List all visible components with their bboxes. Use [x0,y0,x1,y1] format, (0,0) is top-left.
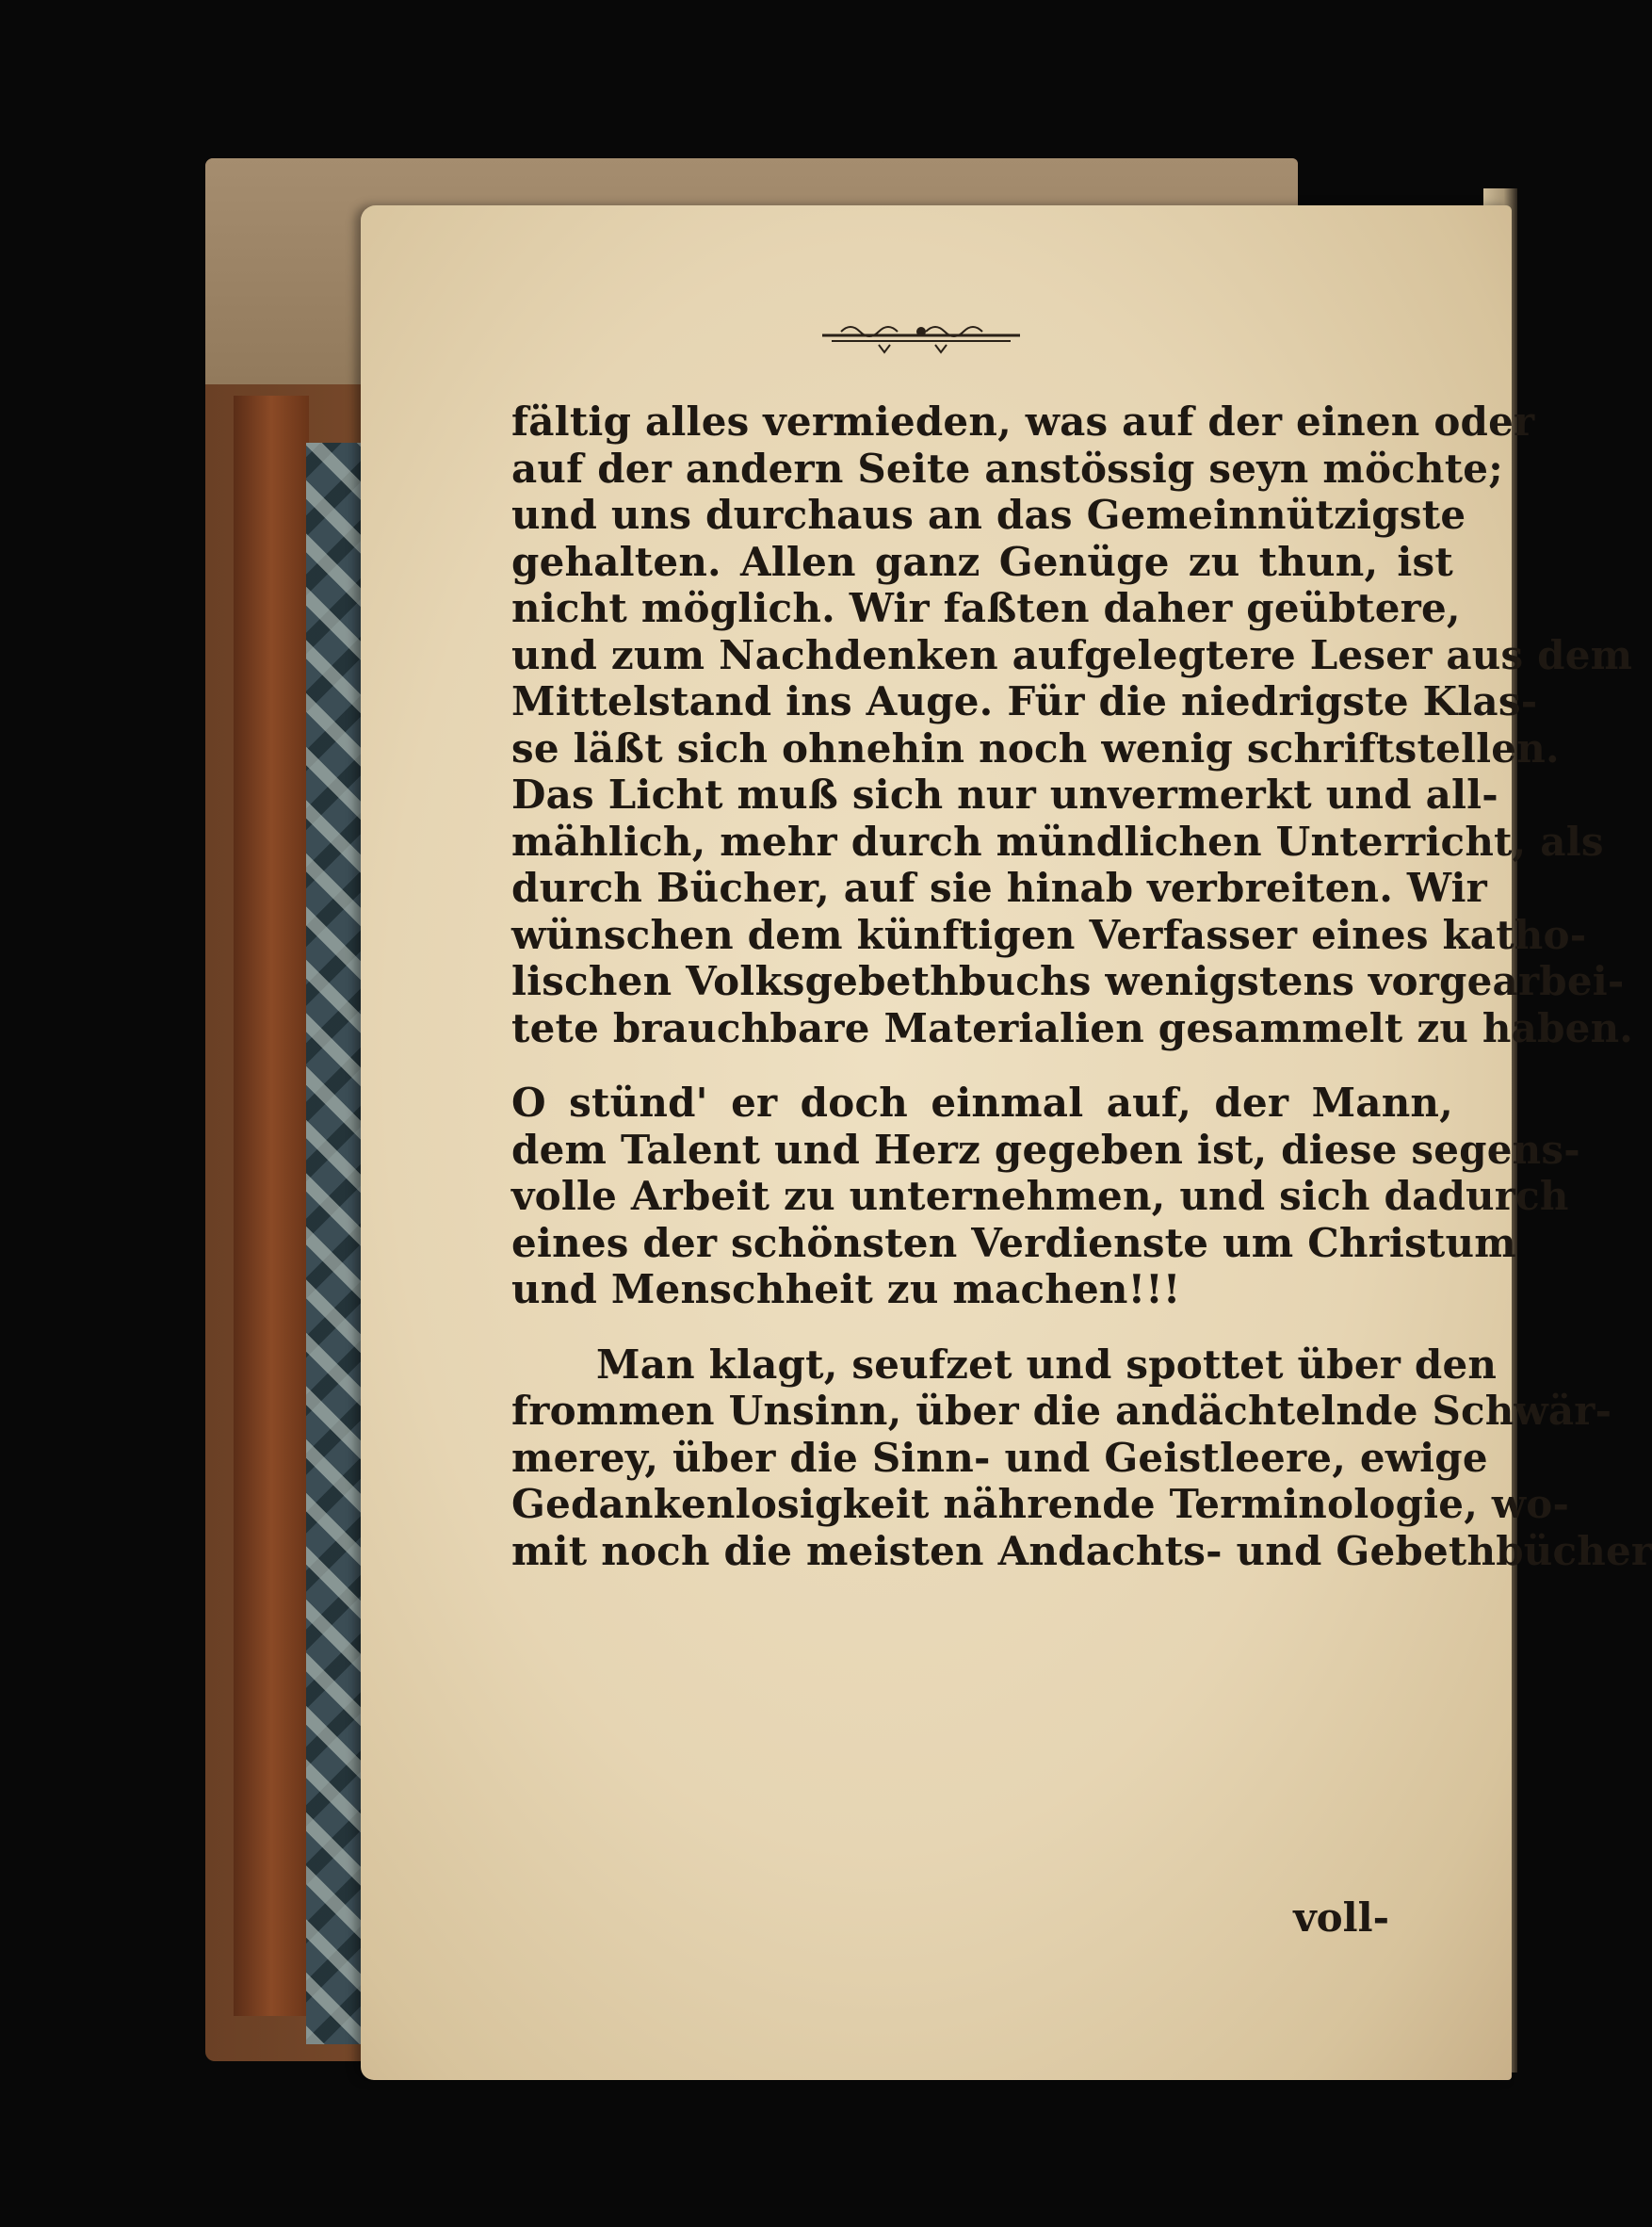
text-line: Das Licht muß sich nur unvermerkt und all- [511,772,1498,818]
ornament-icon [822,318,1020,356]
text-line: nicht möglich. Wir faßten daher geübtere, [511,585,1461,631]
text-line: und Menschheit zu machen!!! [511,1266,1181,1312]
text-line: O stünd' er doch einmal auf, der Mann, [511,1080,1453,1126]
text-line: Man klagt, seufzet und spottet über den [596,1341,1498,1388]
text-line: se läßt sich ohnehin noch wenig schriftstellen. [511,724,1560,772]
book-page [361,205,1652,2080]
text-line: und uns durchaus an das Gemeinnützigste [511,492,1466,538]
page-text [511,398,1652,1574]
text-line: lischen Volksgebethbuchs wenigstens vorgearbei- [511,958,1625,1004]
text-line: und zum Nachdenken aufgelegtere Leser aus dem [511,631,1633,678]
paragraph-gap [511,1051,1453,1080]
catchword: voll- [1293,1894,1389,1941]
text-line: Gedankenlosigkeit nährende Terminologie, wo- [511,1481,1570,1527]
text-line: mit noch die meisten Andachts- und Gebethbücher [511,1527,1652,1574]
text-line: volle Arbeit zu unternehmen, und sich dadurch [511,1173,1569,1219]
text-line: durch Bücher, auf sie hinab verbreiten. Wir [511,865,1488,911]
text-line: Mittelstand ins Auge. Für die niedrigste Klas- [511,678,1538,724]
paragraph-3 [511,1341,1652,1575]
paragraph-1 [511,398,1634,1051]
paragraph-2 [511,1080,1580,1313]
text-line: dem Talent und Herz gegeben ist, diese segens- [511,1126,1580,1173]
text-line: fältig alles vermieden, was auf der einen oder [511,398,1535,445]
text-line: auf der andern Seite anstössig seyn möchte; [511,445,1503,492]
text-line: wünschen dem künftigen Verfasser eines katho- [511,911,1587,958]
paragraph-gap [511,1313,1453,1341]
text-line: merey, über die Sinn- und Geistleere, ewige [511,1434,1488,1481]
text-line: gehalten. Allen ganz Genüge zu thun, ist [511,538,1453,585]
text-line: tete brauchbare Materialien gesammelt zu haben. [511,1004,1634,1051]
text-line: mählich, mehr durch mündlichen Unterricht, als [511,818,1604,865]
leather-spine-strip [234,396,309,2016]
text-line: eines der schönsten Verdienste um Christum [511,1219,1516,1266]
text-line: frommen Unsinn, über die andächtelnde Schwär- [511,1388,1612,1434]
